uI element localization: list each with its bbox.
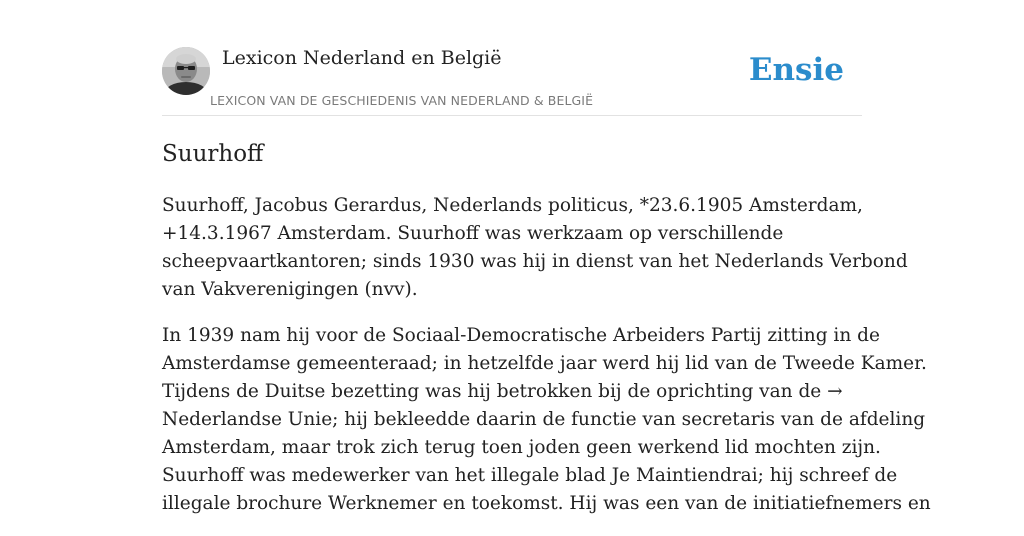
text-line: In 1939 nam hij voor de Sociaal-Democratische Arbeiders Partij zitting in de: [162, 325, 880, 346]
article-body: [162, 192, 931, 536]
text-line: Suurhoff, Jacobus Gerardus, Nederlands politicus, *23.6.1905 Amsterdam,: [162, 195, 863, 216]
text-line: van Vakverenigingen (nvv).: [162, 279, 418, 300]
article-paragraph: [162, 322, 931, 518]
site-subtitle[interactable]: LEXICON VAN DE GESCHIEDENIS VAN NEDERLAND & BELGIË: [210, 93, 594, 108]
text-line: Suurhoff was medewerker van het illegale blad Je Maintiendrai; hij schreef de: [162, 465, 898, 486]
text-line: +14.3.1967 Amsterdam. Suurhoff was werkzaam op verschillende: [162, 223, 784, 244]
text-line: Nederlandse Unie; hij bekleedde daarin de functie van secretaris van de afdeling: [162, 409, 926, 430]
text-line: scheepvaartkantoren; sinds 1930 was hij in dienst van het Nederlands Verbond: [162, 251, 908, 272]
brand-logo-link[interactable]: Ensie: [748, 52, 844, 88]
author-avatar[interactable]: [162, 47, 210, 95]
text-line: Amsterdam, maar trok zich terug toen joden geen werkend lid mochten zijn.: [162, 437, 881, 458]
header-divider: [162, 115, 862, 116]
article-title: Suurhoff: [162, 141, 264, 167]
text-line: Amsterdamse gemeenteraad; in hetzelfde jaar werd hij lid van de Tweede Kamer.: [162, 353, 927, 374]
site-title[interactable]: Lexicon Nederland en België: [222, 47, 502, 69]
text-line: Tijdens de Duitse bezetting was hij betrokken bij de oprichting van de →: [162, 381, 843, 402]
page: [162, 0, 931, 514]
author-photo-icon: [162, 47, 210, 95]
text-line: illegale brochure Werknemer en toekomst. Hij was een van de initiatiefnemers en: [162, 493, 931, 514]
article-paragraph: [162, 192, 908, 304]
